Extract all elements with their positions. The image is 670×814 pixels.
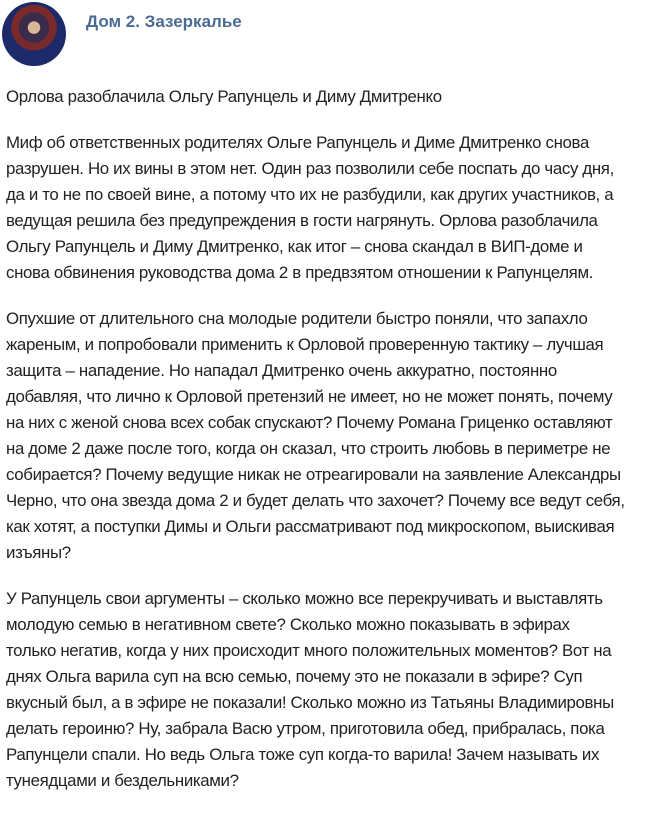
paragraph-line: разрушен. Но их вины в этом нет. Один раз позволили себе поспать до часу дня, (6, 159, 614, 178)
paragraph-line: только негатив, когда у них происходит много положительных моментов? Вот на (6, 641, 612, 660)
paragraph-line: вкусный был, а в эфире не показали! Сколько можно из Татьяны Владимировны (6, 693, 614, 712)
post-paragraph (6, 130, 670, 286)
paragraph-line: жареным, и попробовали применить к Орловой проверенную тактику – лучшая (6, 335, 604, 354)
paragraph-line: Миф об ответственных родителях Ольге Рапунцель и Диме Дмитренко снова (6, 133, 589, 152)
paragraph-line: днях Ольга варила суп на всю семью, почему это не показали в эфире? Суп (6, 667, 583, 686)
post-content (6, 84, 670, 814)
paragraph-line: как хотят, а поступки Димы и Ольги рассматривают под микроскопом, выискивая (6, 517, 615, 536)
paragraph-line: изъяны? (6, 543, 71, 562)
post-header (0, 0, 670, 70)
paragraph-line: Опухшие от длительного сна молодые родители быстро поняли, что запахло (6, 309, 588, 328)
group-name-link[interactable]: Дом 2. Зазеркалье (86, 12, 242, 31)
paragraph-line: ведущая решила без предупреждения в гости нагрянуть. Орлова разоблачила (6, 211, 598, 230)
paragraph-line: защита – нападение. Но нападал Дмитренко очень аккуратно, постоянно (6, 361, 557, 380)
paragraph-line: да и то не по своей вине, а потому что их не разбудили, как других участников, а (6, 185, 614, 204)
paragraph-line: Ольгу Рапунцель и Диму Дмитренко, как итог – снова скандал в ВИП-доме и (6, 237, 583, 256)
post-paragraph (6, 586, 670, 794)
paragraph-line: молодую семью в негативном свете? Сколько можно показывать в эфирах (6, 615, 570, 634)
paragraph-line: снова обвинения руководства дома 2 в предвзятом отношении к Рапунцелям. (6, 263, 594, 282)
paragraph-line: У Рапунцель свои аргументы – сколько можно все перекручивать и выставлять (6, 589, 603, 608)
paragraph-line: тунеядцами и бездельниками? (6, 771, 239, 790)
paragraph-line: Рапунцели спали. Но ведь Ольга тоже суп когда-то варила! Зачем называть их (6, 745, 600, 764)
post-title: Орлова разоблачила Ольгу Рапунцель и Диму Дмитренко (6, 87, 442, 106)
paragraph-line: делать героиню? Ну, забрала Васю утром, приготовила обед, прибралась, пока (6, 719, 605, 738)
paragraph-line: на доме 2 даже после того, когда он сказал, что строить любовь в периметре не (6, 439, 611, 458)
paragraph-line: собирается? Почему ведущие никак не отреагировали на заявление Александры (6, 465, 621, 484)
paragraph-line: Черно, что она звезда дома 2 и будет делать что захочет? Почему все ведут себя, (6, 491, 625, 510)
paragraph-line: добавляя, что лично к Орловой претензий не имеет, но не может понять, почему (6, 387, 613, 406)
group-avatar[interactable] (2, 2, 66, 66)
post-paragraph (6, 306, 670, 566)
paragraph-line: на них с женой снова всех собак спускают? Почему Романа Гриценко оставляют (6, 413, 613, 432)
